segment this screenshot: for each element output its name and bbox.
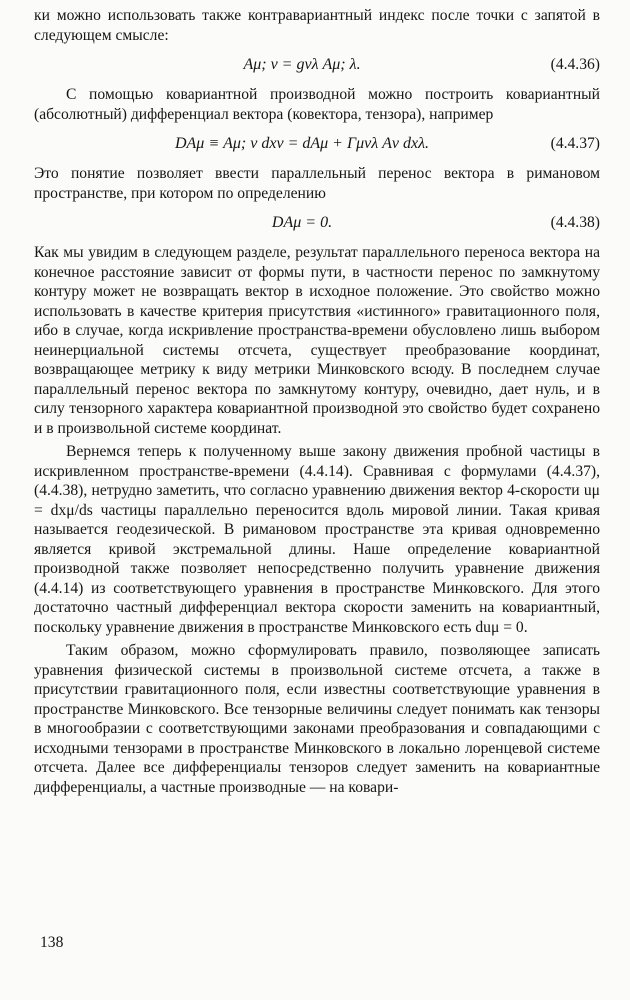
equation-number: (4.4.37)	[550, 135, 600, 152]
paragraph-geodesic: Вернемся теперь к полученному выше закону движения пробной частицы в искривленном пространстве-времени (4.4.14). Сравнивая с формулами (4.4.37), (4.4.38), нетрудно заметить, что согласно уравнению движения вектор 4-скорости uμ = dxμ/ds частицы параллельно переносится вдоль мировой линии. Такая кривая называется геодезической. В римановом пространстве эта кривая одновременно является кривой экстремальной длины. Наше определение ковариантной производной также позволяет непосредственно получить уравнение движения (4.4.14) из соответствующего уравнения в пространстве Минковского. Для этого достаточно частный дифференциал вектора скорости заменить на ковариантный, поскольку уравнение движения в пространстве Минковского есть duμ = 0.	[34, 443, 600, 636]
equation-4-4-38	[34, 203, 600, 243]
equation-number: (4.4.36)	[550, 56, 600, 73]
paragraph-parallel-transport: Это понятие позволяет ввести параллельный перенос вектора в римановом пространстве, при котором по определению	[34, 165, 600, 202]
page-content	[34, 6, 600, 797]
equation-formula: Aμ; ν = gνλ Aμ; λ.	[243, 56, 361, 73]
equation-4-4-36	[34, 45, 600, 85]
equation-4-4-37	[34, 124, 600, 164]
equation-formula: DAμ ≡ Aμ; ν dxν = dAμ + Γμνλ Aν dxλ.	[174, 135, 430, 152]
paragraph-intro: ки можно использовать также контравариантный индекс после точки с запятой в следующем смысле:	[34, 7, 600, 44]
equation-number: (4.4.38)	[550, 214, 600, 231]
page-number: 138	[40, 934, 64, 951]
paragraph-covariant-differential: С помощью ковариантной производной можно построить ковариантный (абсолютный) дифференциал вектора (ковектора, тензора), например	[34, 86, 600, 123]
paragraph-closed-contour: Как мы увидим в следующем разделе, результат параллельного переноса вектора на конечное расстояние зависит от формы пути, в частности перенос по замкнутому контуру может не возвращать вектор в исходное положение. Это свойство можно использовать в качестве критерия присутствия «истинного» гравитационного поля, ибо в случае, когда искривление пространства-времени обусловлено лишь выбором неинерциальной системы отсчета, существует преобразование координат, возвращающее метрику к виду метрики Минковского всюду. В последнем случае параллельный перенос вектора по замкнутому контуру, очевидно, дает нуль, и в силу тензорного характера ковариантной производной это свойство будет сохранено и в произвольной системе координат.	[34, 244, 600, 437]
paragraph-rule: Таким образом, можно сформулировать правило, позволяющее записать уравнения физической системы в произвольной системе отсчета, а также в присутствии гравитационного поля, если известны соответствующие уравнения в пространстве Минковского. Все тензорные величины следует понимать как тензоры в многообразии с соответствующими законами преобразования и совпадающими с исходными тензорами в пространстве Минковского в локально лоренцевой системе отсчета. Далее все дифференциалы тензоров следует заменить на ковариантные дифференциалы, а частные производные — на ковари-	[34, 642, 600, 796]
equation-formula: DAμ = 0.	[271, 214, 333, 231]
